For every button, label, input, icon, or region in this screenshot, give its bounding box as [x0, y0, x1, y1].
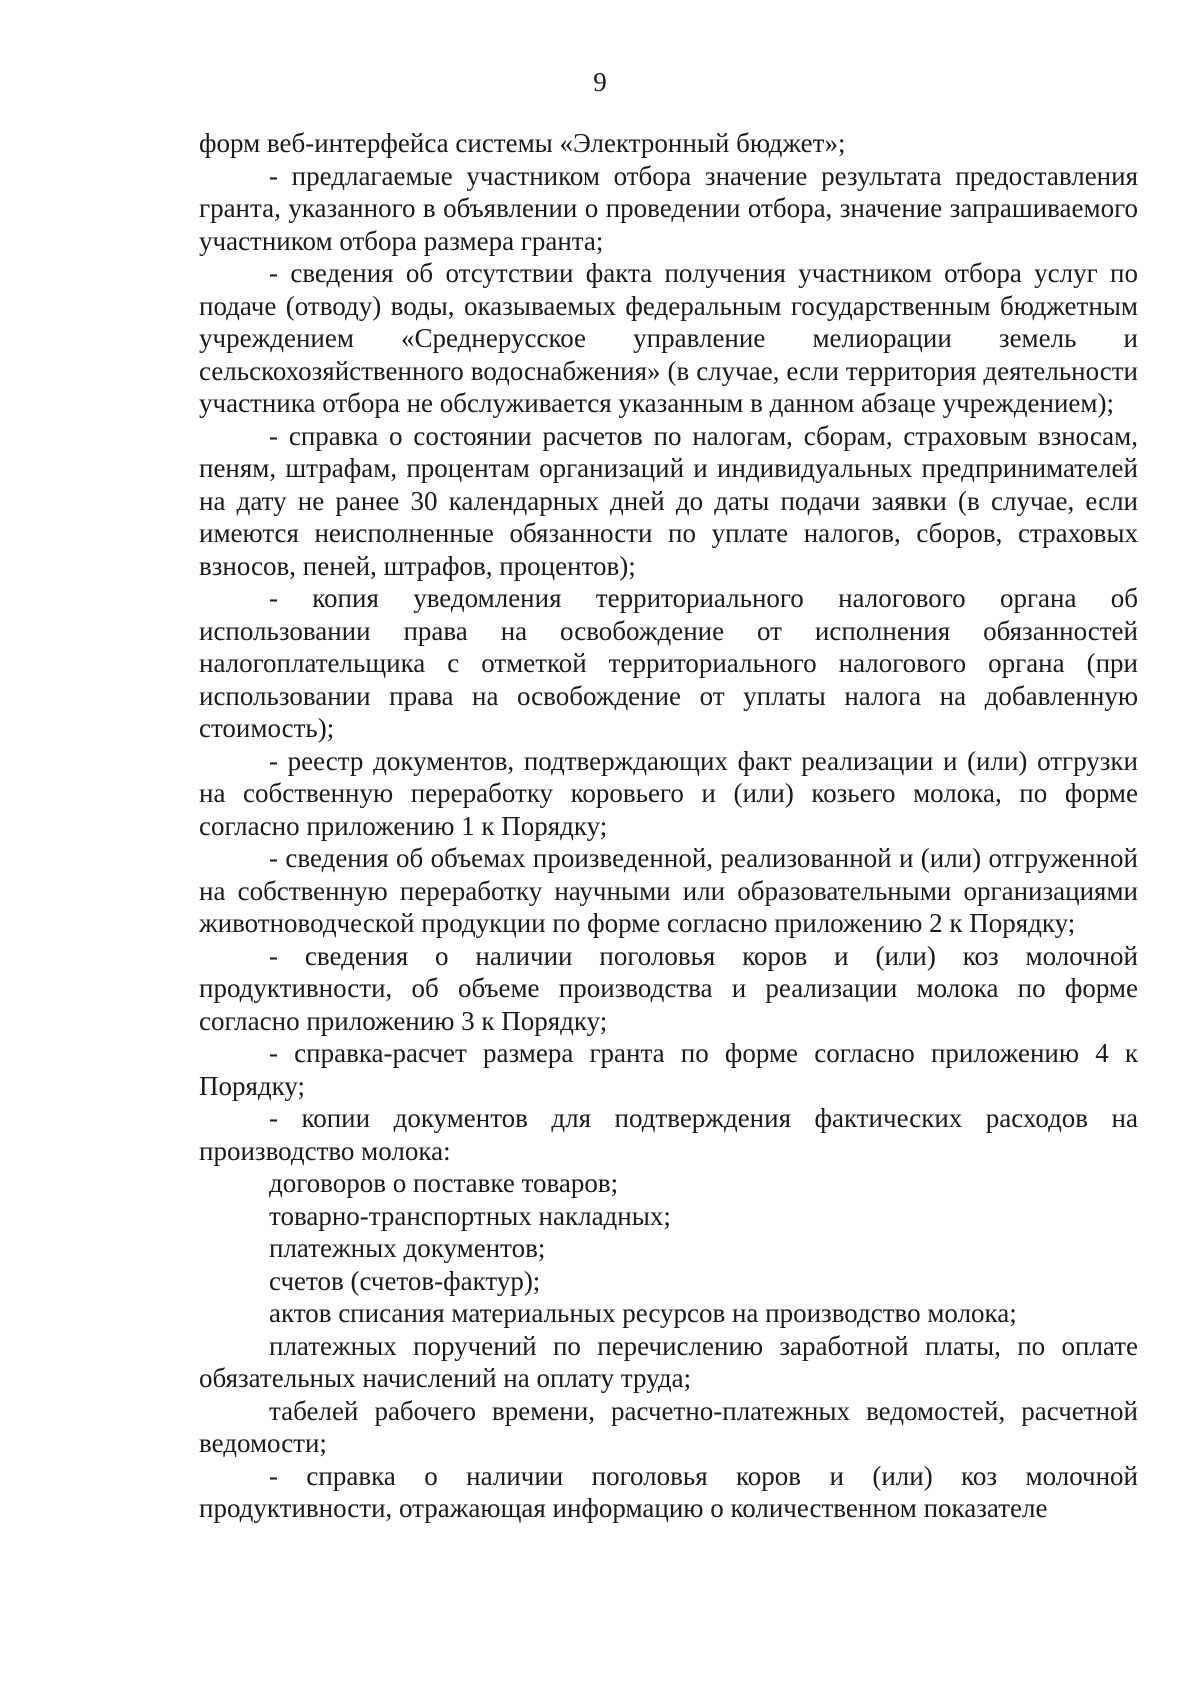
paragraph: - справка о наличии поголовья коров и (или) коз молочной продуктивности, отражающая информацию о количественном показателе [199, 1460, 1138, 1523]
page-number: 9 [593, 67, 607, 97]
paragraph: платежных документов; [269, 1233, 546, 1263]
paragraph: - справка-расчет размера гранта по форме согласно приложению 4 к Порядку; [199, 1038, 1138, 1101]
paragraph: актов списания материальных ресурсов на производство молока; [269, 1298, 1017, 1328]
document-body [199, 127, 1138, 1525]
paragraph: - реестр документов, подтверждающих факт реализации и (или) отгрузки на собственную переработку коровьего и (или) козьего молока, по форме согласно приложению 1 к Порядку; [199, 745, 1138, 841]
paragraph: - сведения о наличии поголовья коров и (или) коз молочной продуктивности, об объеме производства и реализации молока по форме согласно приложению 3 к Порядку; [199, 940, 1138, 1036]
paragraph: договоров о поставке товаров; [269, 1168, 619, 1198]
paragraph: - справка о состоянии расчетов по налогам, сборам, страховым взносам, пеням, штрафам, процентам организаций и индивидуальных предпринимателей на дату не ранее 30 календарных дней до даты подачи заявки (в случае, если имеются неисполненные обязанности по уплате налогов, сборов, страховых взносов, пеней, штрафов, процентов); [199, 420, 1138, 581]
paragraph: - сведения об отсутствии факта получения участником отбора услуг по подаче (отводу) воды, оказываемых федеральным государственным бюджетным учреждением «Среднерусское управление мелиорации земель и сельскохозяйственного водоснабжения» (в случае, если территория деятельности участника отбора не обслуживается указанным в данном абзаце учреждением); [199, 258, 1138, 418]
paragraph: - предлагаемые участником отбора значение результата предоставления гранта, указанного в объявлении о проведении отбора, значение запрашиваемого участником отбора размера гранта; [199, 160, 1138, 256]
paragraph: товарно-транспортных накладных; [269, 1200, 671, 1231]
paragraph: - сведения об объемах произведенной, реализованной и (или) отгруженной на собственную переработку научными или образовательными организациями животноводческой продукции по форме согласно приложению 2 к Порядку; [199, 843, 1138, 938]
paragraph: форм веб-интерфейса системы «Электронный бюджет»; [199, 128, 846, 158]
paragraph: счетов (счетов-фактур); [269, 1265, 541, 1296]
paragraph: табелей рабочего времени, расчетно-платежных ведомостей, расчетной ведомости; [199, 1395, 1138, 1458]
paragraph: - копии документов для подтверждения фактических расходов на производство молока: [199, 1103, 1138, 1166]
paragraph: платежных поручений по перечислению заработной платы, по оплате обязательных начислений на оплату труда; [199, 1330, 1138, 1393]
paragraph: - копия уведомления территориального налогового органа об использовании права на освобождение от исполнения обязанностей налогоплательщика с отметкой территориального налогового органа (при использовании права на освобождение от уплаты налога на добавленную стоимость); [199, 583, 1138, 743]
